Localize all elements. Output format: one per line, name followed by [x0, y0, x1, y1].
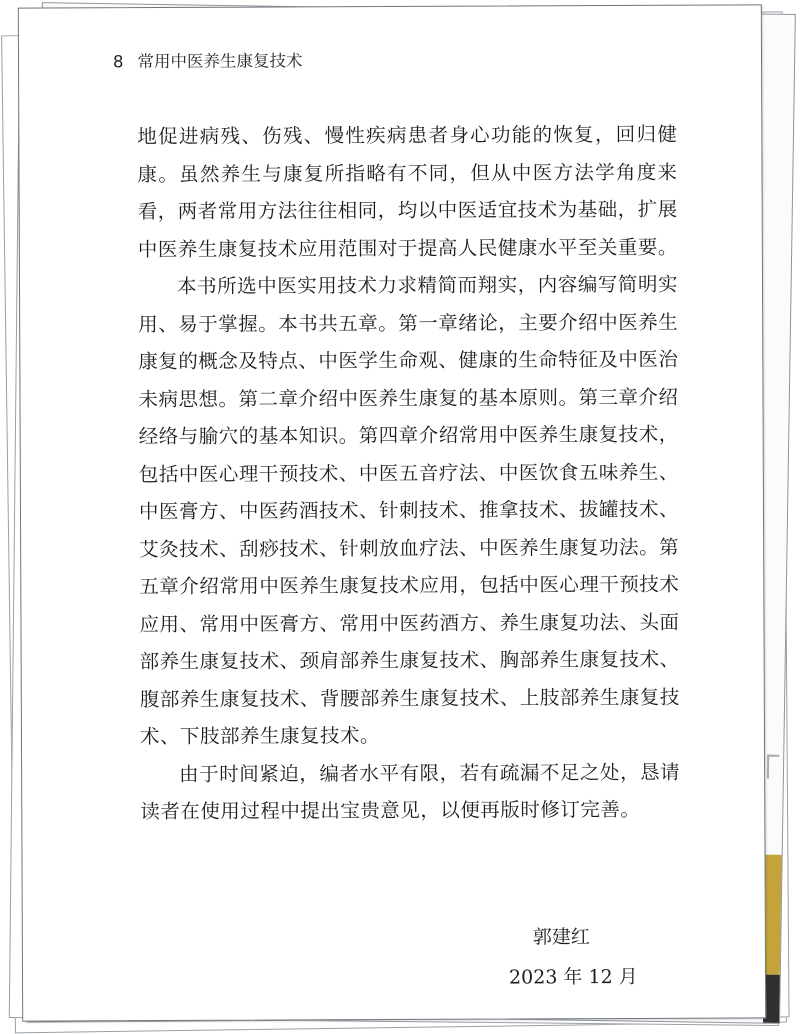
- document-page: [18, 4, 766, 1021]
- author-signature: 郭建红: [532, 926, 590, 949]
- paragraph: 地促进病残、伤残、慢性疾病患者身心功能的恢复，回归健康。虽然养生与康复所指略有不同，但从中医方法学角度来看，两者常用方法往往相同，均以中医适宜技术为基础，扩展中医养生康复技术应用范围对于提高人民健康水平至关重要。: [137, 122, 678, 261]
- page-number: 8: [112, 52, 124, 72]
- paragraph: 由于时间紧迫，编者水平有限，若有疏漏不足之处，恳请读者在使用过程中提出宝贵意见，以便再版时修订完善。: [140, 760, 681, 824]
- preface-body: [137, 116, 680, 831]
- background-page-glyph-fragment: [767, 755, 779, 779]
- paragraph: 本书所选中医实用技术力求精简而翔实，内容编写简明实用、易于掌握。本书共五章。第一章绪论，主要介绍中医养生康复的概念及特点、中医学生命观、健康的生命特征及中医治未病思想。第二章介绍中医养生康复的基本原则。第三章介绍经络与腧穴的基本知识。第四章介绍常用中医养生康复技术，包括中医心理干预技术、中医五音疗法、中医饮食五味养生、中医膏方、中医药酒技术、针刺技术、推拿技术、拔罐技术、艾灸技术、刮痧技术、针刺放血疗法、中医养生康复功法。第五章介绍常用中医养生康复技术应用，包括中医心理干预技术应用、常用中医膏方、常用中医药酒方、养生康复功法、头面部养生康复技术、颈肩部养生康复技术、胸部养生康复技术、腹部养生康复技术、背腰部养生康复技术、上肢部养生康复技术、下肢部养生康复技术。: [138, 272, 680, 749]
- book-title: 常用中医养生康复技术: [137, 51, 303, 72]
- signature-date: 2023 年 12 月: [508, 965, 638, 989]
- running-header: [113, 47, 303, 72]
